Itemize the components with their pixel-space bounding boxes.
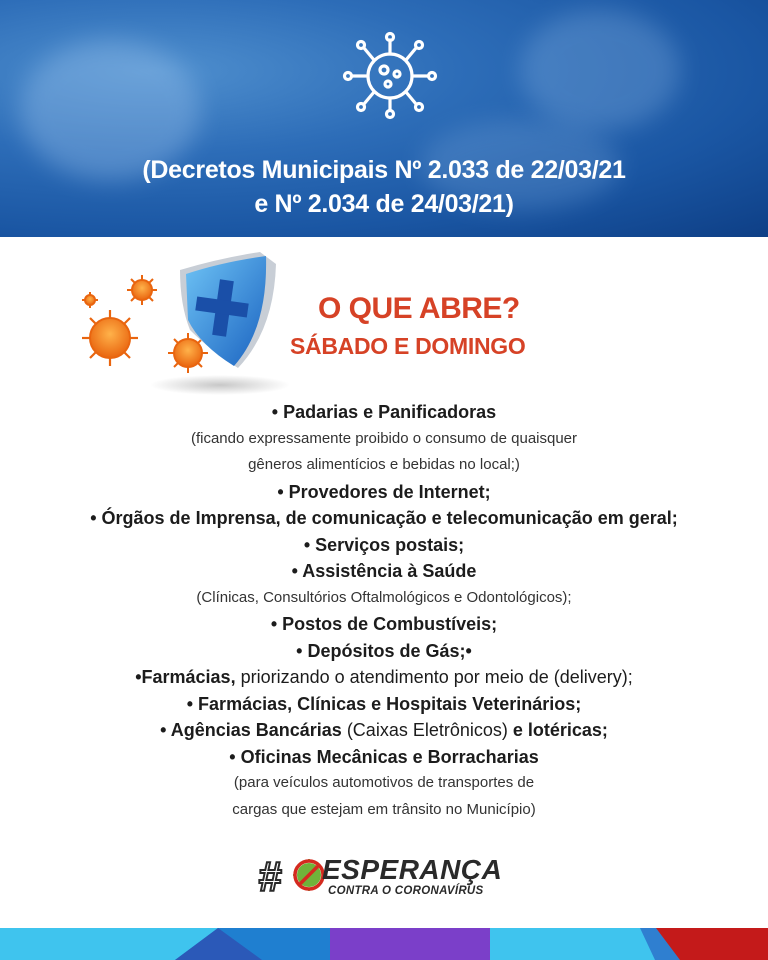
list-item: • Serviços postais;	[303, 534, 465, 555]
footer-color-bar	[0, 928, 768, 960]
list-item-bold: e lotéricas;	[512, 720, 608, 740]
list-item-note: cargas que estejam em trânsito no Município)	[232, 800, 536, 818]
list-item	[0, 664, 768, 691]
list-item: • Assistência à Saúde	[291, 561, 477, 581]
list-item-light: (Caixas Eletrônicos)	[341, 720, 513, 740]
logo-tagline: CONTRA O CORONAVÍRUS	[328, 885, 484, 897]
decree-line-1: (Decretos Municipais Nº 2.033 de 22/03/21	[142, 156, 626, 184]
list-item-bold: • Agências Bancárias	[160, 720, 342, 740]
list-item	[0, 717, 768, 744]
esperanca-logo	[258, 853, 508, 903]
virus-icon	[334, 30, 446, 120]
header-banner	[0, 0, 768, 237]
list-item: • Farmácias, Clínicas e Hospitais Veterinários;	[186, 693, 582, 714]
no-entry-virus-icon	[292, 858, 326, 892]
list-item-note: (para veículos automotivos de transportes de	[233, 774, 535, 791]
page-title: O QUE ABRE?	[318, 292, 520, 325]
logo-word: ESPERANÇA	[322, 854, 503, 885]
list-item: • Órgãos de Imprensa, de comunicação e telecomunicação em geral;	[90, 508, 678, 528]
logo-hash: #	[258, 853, 282, 900]
decree-line-2: e Nº 2.034 de 24/03/21)	[254, 190, 514, 218]
list-item: • Postos de Combustíveis;	[270, 614, 498, 634]
list-item-note: (ficando expressamente proibido o consumo de quaisquer	[190, 429, 578, 447]
open-services-list	[0, 399, 768, 823]
list-item-note: (Clínicas, Consultórios Oftalmológicos e Odontológicos);	[196, 588, 572, 606]
list-item: • Provedores de Internet;	[277, 481, 491, 502]
list-item: • Depósitos de Gás;•	[296, 640, 472, 661]
shield-virus-illustration	[70, 250, 310, 400]
list-item-light: priorizando o atendimento por meio de (delivery);	[235, 667, 633, 687]
list-item: • Padarias e Panificadoras	[271, 402, 497, 422]
list-item-note: gêneros alimentícios e bebidas no local;)	[248, 456, 520, 473]
list-item-bold: •Farmácias,	[135, 667, 236, 687]
page-subtitle: SÁBADO E DOMINGO	[290, 333, 526, 359]
list-item: • Oficinas Mecânicas e Borracharias	[229, 746, 539, 767]
